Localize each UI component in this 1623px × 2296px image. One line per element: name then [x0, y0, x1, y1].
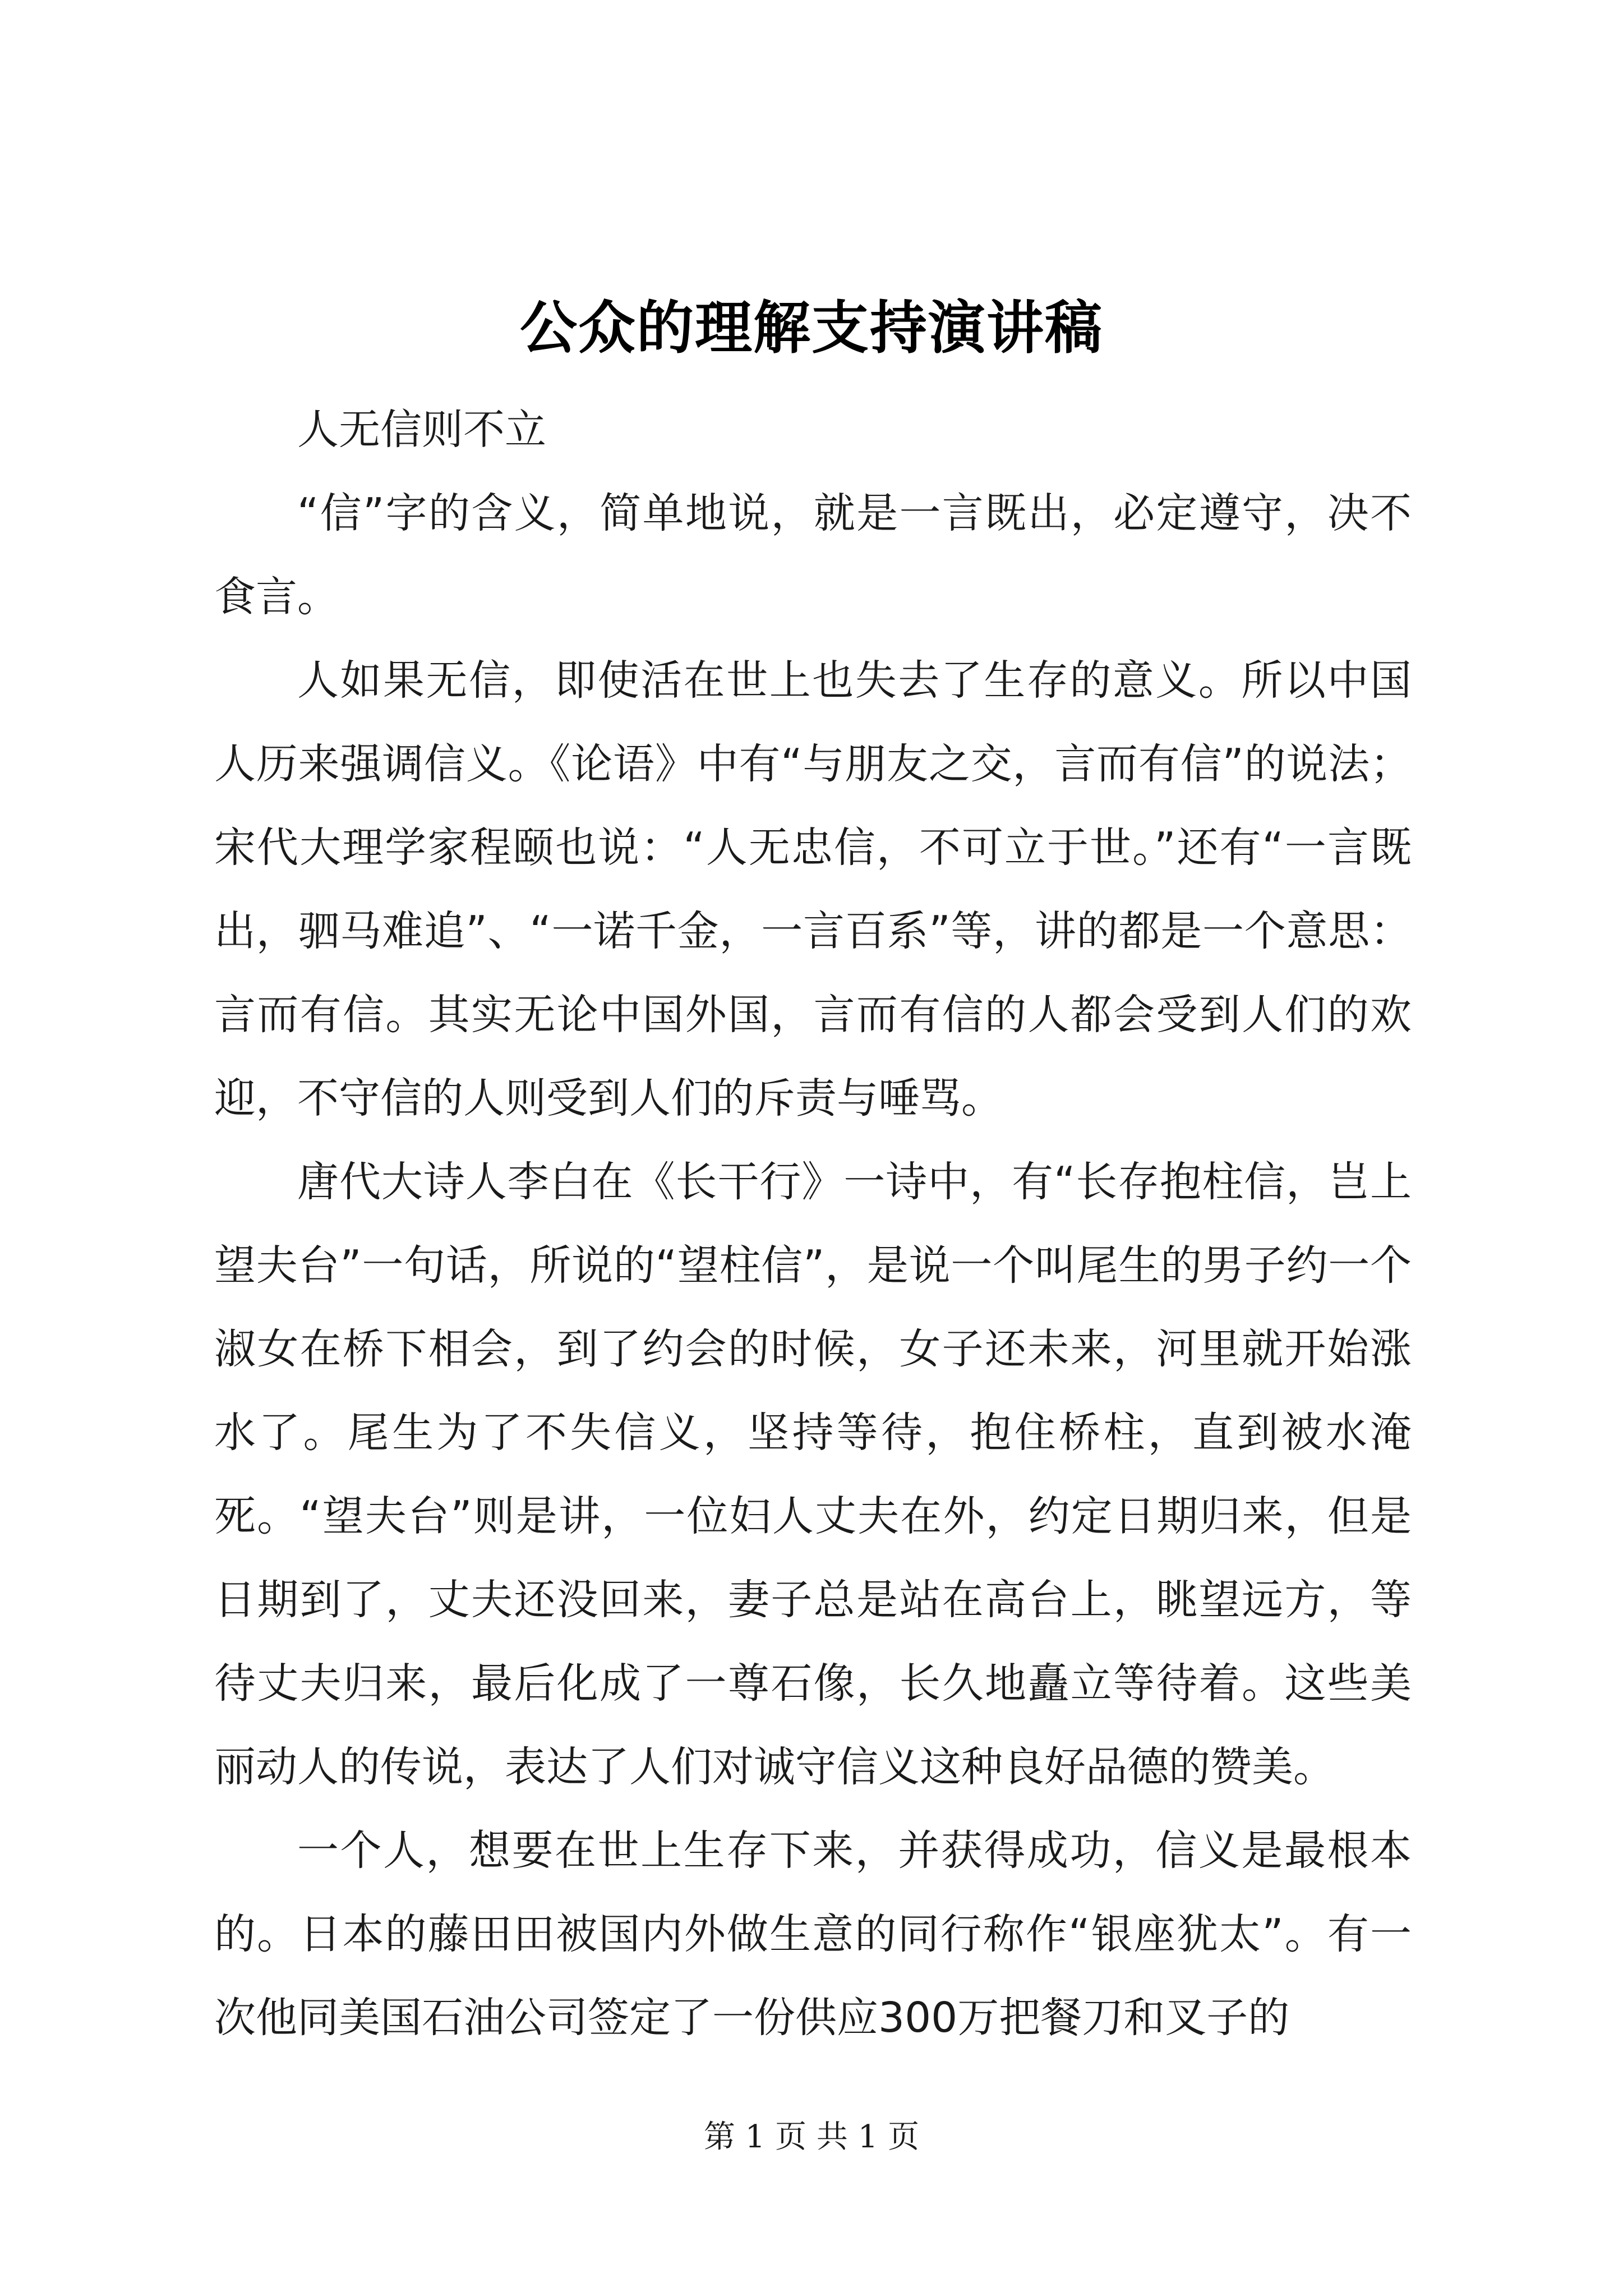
paragraph: 唐代大诗人李白在《长干行》一诗中，有“长存抱柱信，岂上望夫台”一句话，所说的“望柱信”，是说一个叫尾生的男子约一个淑女在桥下相会，到了约会的时候，女子还未来，河里就开始涨水了。尾生为了不失信义，坚持等待，抱住桥柱，直到被水淹死。“望夫台”则是讲，一位妇人丈夫在外，约定日期归来，但是日期到了，丈夫还没回来，妻子总是站在高台上，眺望远方，等待丈夫归来，最后化成了一尊石像，长久地矗立等待着。这些美丽动人的传说，表达了人们对诚守信义这种良好品德的赞美。 — [214, 1158, 1412, 1791]
page-number: 第 1 页 共 1 页 — [703, 2119, 920, 2155]
paragraph: “信”字的含义，简单地说，就是一言既出，必定遵守，决不食言。 — [214, 489, 1412, 621]
document-body — [214, 388, 1412, 2060]
document-title: 公众的理解支持演讲稿 — [520, 295, 1103, 362]
paragraph: 人如果无信，即使活在世上也失去了生存的意义。所以中国人历来强调信义。《论语》中有“与朋友之交，言而有信”的说法；宋代大理学家程颐也说：“人无忠信，不可立于世。”还有“一言既出，驷马难追”、“一诺千金，一言百系”等，讲的都是一个意思：言而有信。其实无论中国外国，言而有信的人都会受到人们的欢迎，不守信的人则受到人们的斥责与唾骂。 — [214, 656, 1412, 1122]
paragraph: 一个人，想要在世上生存下来，并获得成功，信义是最根本的。日本的藤田田被国内外做生意的同行称作“银座犹太”。有一次他同美国石油公司签定了一份供应300万把餐刀和叉子的 — [214, 1826, 1412, 2042]
paragraph-heading: 人无信则不立 — [297, 406, 546, 454]
